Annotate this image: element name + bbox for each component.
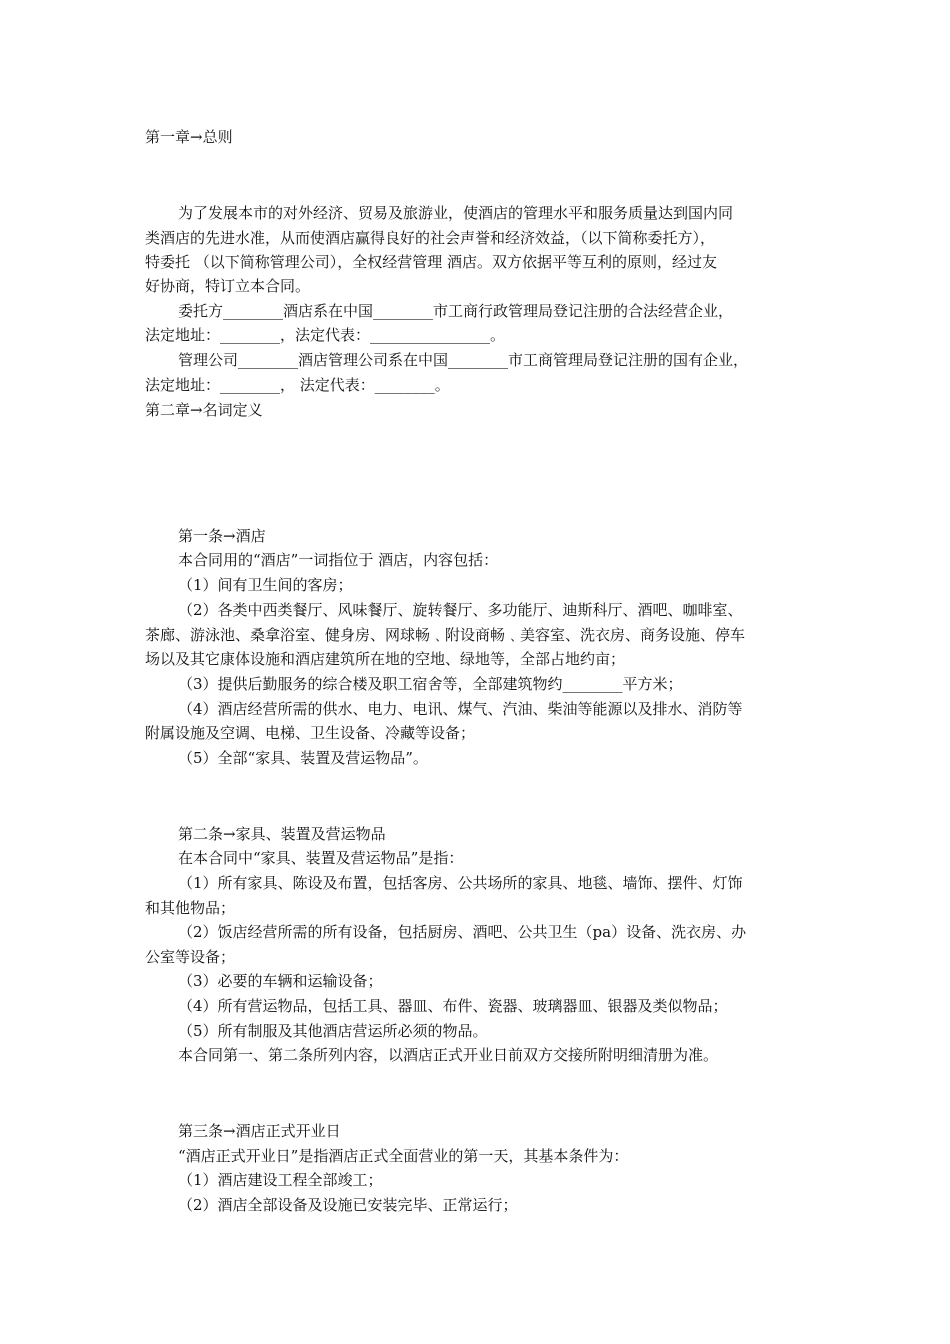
intro-line: 为了发展本市的对外经济、贸易及旅游业，使酒店的管理水平和服务质量达到国内同 <box>178 204 734 222</box>
article-3-heading: 第三条→酒店正式开业日 <box>178 1122 341 1140</box>
article-1-item: （4）酒店经营所需的供水、电力、电讯、煤气、汽油、柴油等能源以及排水、消防等 <box>178 700 743 718</box>
article-2-item: （3）必要的车辆和运输设备； <box>178 972 383 990</box>
intro-line: 特委托 （以下简称管理公司），全权经营管理 酒店。双方依据平等互利的原则，经过友 <box>145 253 718 271</box>
chapter-1-heading: 第一章→总则 <box>145 128 233 146</box>
article-1-item: （2）各类中西类餐厅、风味餐厅、旋转餐厅、多功能厅、迪斯科厅、酒吧、咖啡室、 <box>178 601 743 619</box>
article-1-lead: 本合同用的“酒店”一词指位于 酒店，内容包括： <box>178 551 499 569</box>
article-2-item: （2）饭店经营所需的所有设备，包括厨房、酒吧、公共卫生（pa）设备、洗衣房、办 <box>178 923 747 941</box>
article-1-item: 场以及其它康体设施和酒店建筑所在地的空地、绿地等，全部占地约亩； <box>145 650 626 668</box>
article-2-item: 和其他物品； <box>145 899 236 917</box>
article-3-item: （2）酒店全部设备及设施已安装完毕、正常运行； <box>178 1196 518 1214</box>
article-2-closing: 本合同第一、第二条所列内容，以酒店正式开业日前双方交接所附明细清册为准。 <box>178 1046 719 1064</box>
client-party-line: 法定地址：________，法定代表：________________。 <box>145 326 506 344</box>
article-1-item: （3）提供后勤服务的综合楼及职工宿舍等，全部建筑物约________平方米； <box>178 675 683 693</box>
intro-line: 好协商，特订立本合同。 <box>145 277 311 295</box>
article-1-item: 茶廊、游泳池、桑拿浴室、健身房、网球畅﹑附设商畅﹑美容室、洗衣房、商务设施、停车 <box>145 626 746 644</box>
article-2-item: （1）所有家具、陈设及布置，包括客房、公共场所的家具、地毯、墙饰、摆件、灯饰 <box>178 874 743 892</box>
article-2-heading: 第二条→家具、装置及营运物品 <box>178 825 386 843</box>
article-3-lead: “酒店正式开业日”是指酒店正式全面营业的第一天，其基本条件为： <box>178 1147 629 1165</box>
intro-line: 类酒店的先进水准，从而使酒店赢得良好的社会声誉和经济效益，（以下简称委托方）， <box>145 229 716 247</box>
chapter-2-heading: 第二章→名词定义 <box>145 401 263 419</box>
manager-party-line: 管理公司________酒店管理公司系在中国________市工商管理局登记注册的国有企业， <box>178 351 749 369</box>
article-2-lead: 在本合同中“家具、装置及营运物品”是指： <box>178 849 464 867</box>
article-1-item: （1）间有卫生间的客房； <box>178 576 353 594</box>
article-2-item: （4）所有营运物品，包括工具、器皿、布件、瓷器、玻璃器皿、银器及类似物品； <box>178 997 728 1015</box>
client-party-line: 委托方________酒店系在中国________市工商行政管理局登记注册的合法经营企业， <box>178 302 734 320</box>
manager-party-line: 法定地址：________， 法定代表：________。 <box>145 376 450 394</box>
article-1-item: （5）全部“家具、装置及营运物品”。 <box>178 749 428 767</box>
article-3-item: （1）酒店建设工程全部竣工； <box>178 1171 383 1189</box>
article-2-item: （5）所有制服及其他酒店营运所必须的物品。 <box>178 1022 488 1040</box>
article-2-item: 公室等设备； <box>145 948 236 966</box>
article-1-item: 附属设施及空调、电梯、卫生设备、冷藏等设备； <box>145 724 476 742</box>
article-1-heading: 第一条→酒店 <box>178 527 266 545</box>
